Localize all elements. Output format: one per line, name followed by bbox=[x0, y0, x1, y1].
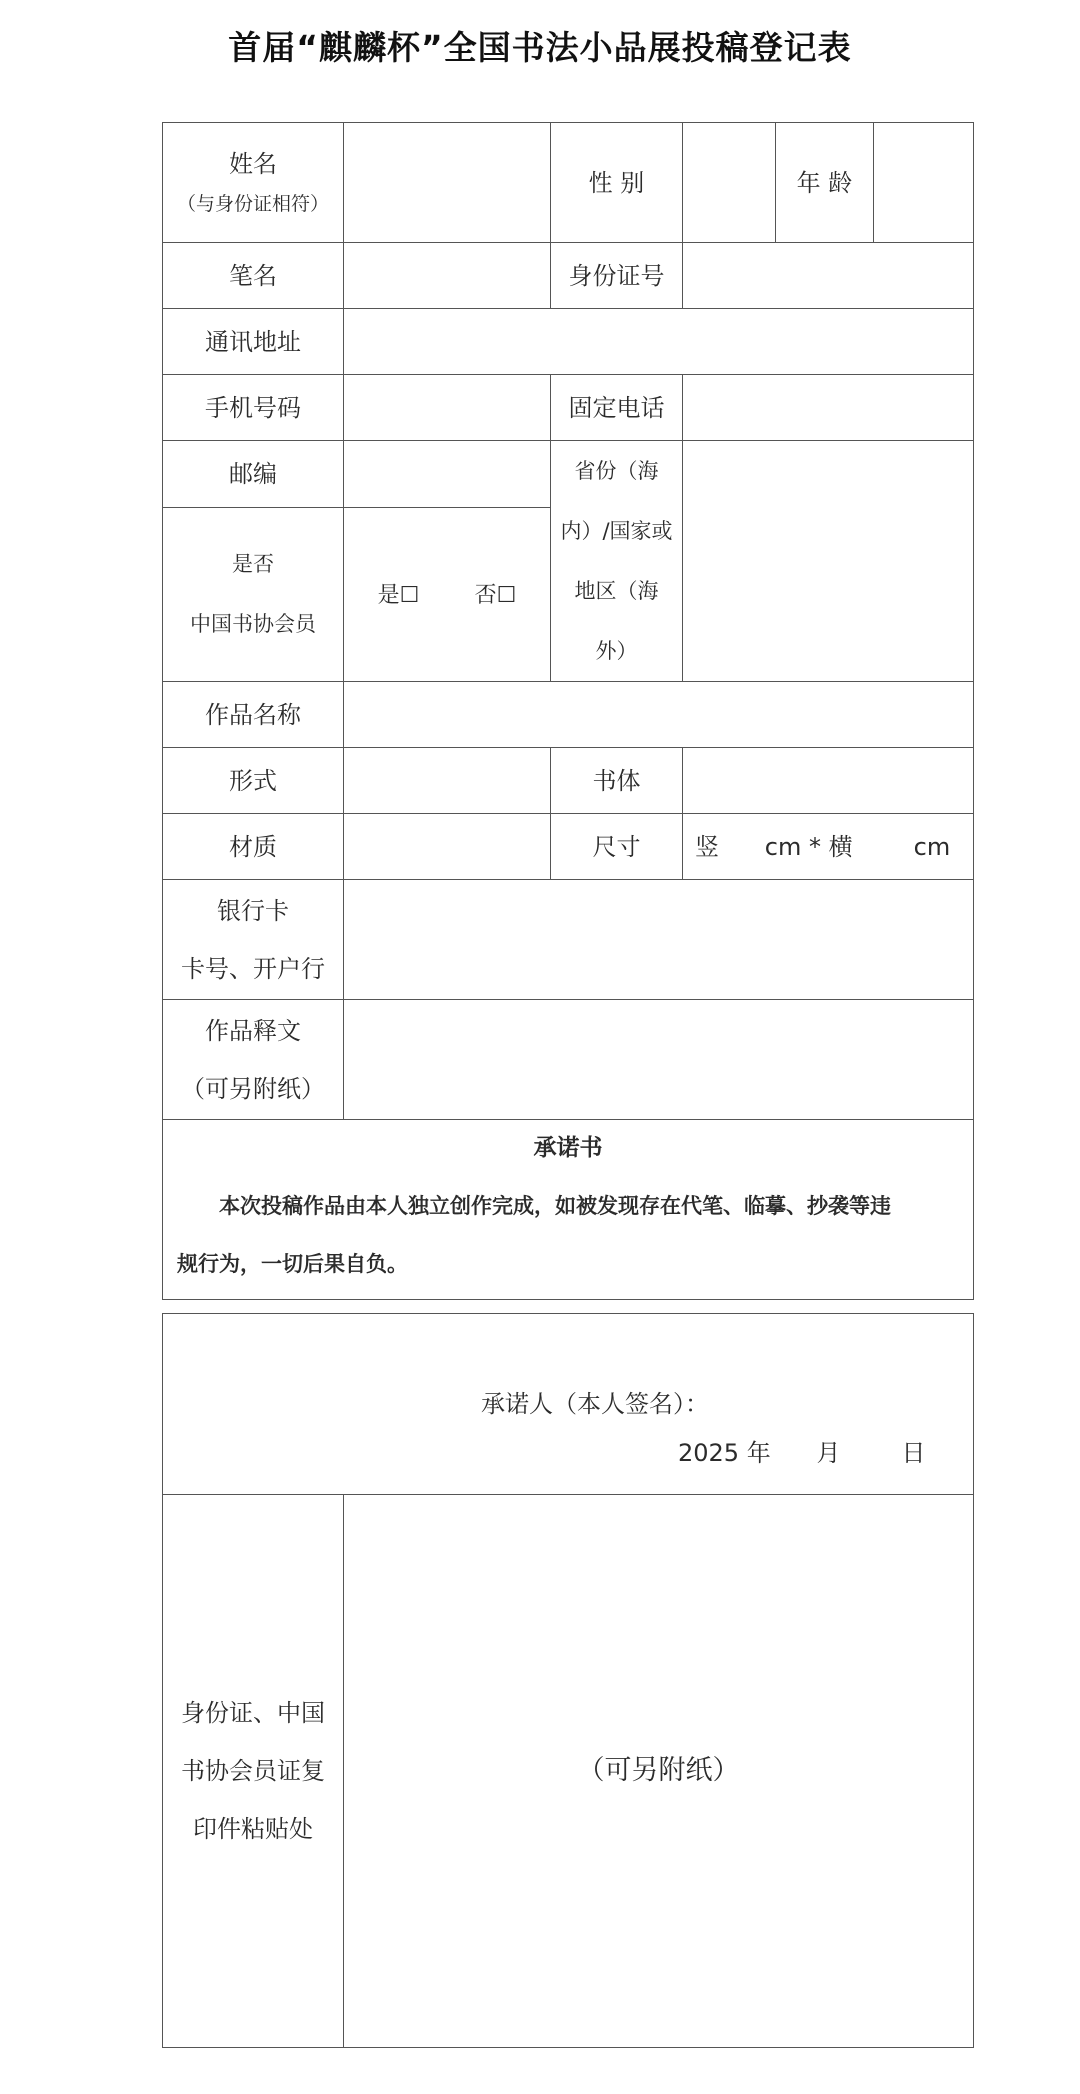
member-yes-checkbox[interactable]: 是☐ bbox=[377, 583, 420, 609]
member-label: 是否 中国书协会员 bbox=[163, 507, 344, 681]
attachment-note: （可另附纸） bbox=[577, 1755, 740, 1787]
page-title: 首届“麒麟杯”全国书法小品展投稿登记表 bbox=[228, 28, 852, 67]
gender-field[interactable] bbox=[683, 123, 776, 243]
material-label: 材质 bbox=[163, 814, 344, 880]
postcode-label: 邮编 bbox=[163, 441, 344, 508]
work-name-label: 作品名称 bbox=[163, 682, 344, 748]
mobile-label: 手机号码 bbox=[163, 375, 344, 441]
attachment-paste-area[interactable] bbox=[344, 1495, 974, 2048]
signature-section bbox=[163, 1314, 974, 1495]
id-number-label: 身份证号 bbox=[551, 243, 683, 309]
script-field[interactable] bbox=[683, 748, 974, 814]
script-label: 书体 bbox=[551, 748, 683, 814]
bank-label: 银行卡 卡号、开户行 bbox=[163, 880, 344, 1000]
landline-label: 固定电话 bbox=[551, 375, 683, 441]
size-field[interactable]: 竖 cm * 横 cm bbox=[683, 814, 974, 880]
id-number-field[interactable] bbox=[683, 243, 974, 309]
form-field[interactable] bbox=[344, 748, 551, 814]
pledge-title: 承诺书 bbox=[533, 1135, 603, 1161]
transcript-field[interactable] bbox=[344, 1000, 974, 1120]
form-label: 形式 bbox=[163, 748, 344, 814]
attachment-label: 身份证、中国 书协会员证复 印件粘贴处 bbox=[163, 1495, 344, 2048]
work-name-field[interactable] bbox=[344, 682, 974, 748]
mobile-field[interactable] bbox=[344, 375, 551, 441]
landline-field[interactable] bbox=[683, 375, 974, 441]
postcode-field[interactable] bbox=[344, 441, 551, 508]
member-choice bbox=[344, 507, 551, 681]
promiser-label: 承诺人（本人签名）： bbox=[481, 1390, 709, 1418]
name-label: 姓名 bbox=[229, 149, 277, 178]
pen-name-label: 笔名 bbox=[163, 243, 344, 309]
name-note: （与身份证相符） bbox=[176, 192, 329, 215]
member-no-checkbox[interactable]: 否☐ bbox=[474, 583, 517, 609]
gender-label: 性 别 bbox=[551, 123, 683, 243]
transcript-label: 作品释文 （可另附纸） bbox=[163, 1000, 344, 1120]
address-field[interactable] bbox=[344, 309, 974, 375]
pledge-section bbox=[163, 1120, 974, 1300]
name-field[interactable] bbox=[344, 123, 551, 243]
pen-name-field[interactable] bbox=[344, 243, 551, 309]
province-label: 省份（海 内）/国家或 地区（海 外） bbox=[551, 441, 683, 682]
age-label: 年 龄 bbox=[776, 123, 874, 243]
registration-table bbox=[162, 122, 974, 1300]
name-label-cell bbox=[163, 123, 344, 243]
address-label: 通讯地址 bbox=[163, 309, 344, 375]
size-label: 尺寸 bbox=[551, 814, 683, 880]
province-field[interactable] bbox=[683, 441, 974, 682]
pledge-text: 本次投稿作品由本人独立创作完成，如被发现存在代笔、临摹、抄袭等违 规行为，一切后果自负。 bbox=[177, 1193, 891, 1276]
material-field[interactable] bbox=[344, 814, 551, 880]
signature-table bbox=[162, 1313, 974, 2048]
signature-date[interactable]: 2025 年 月 日 bbox=[678, 1439, 926, 1467]
bank-field[interactable] bbox=[344, 880, 974, 1000]
age-field[interactable] bbox=[874, 123, 974, 243]
